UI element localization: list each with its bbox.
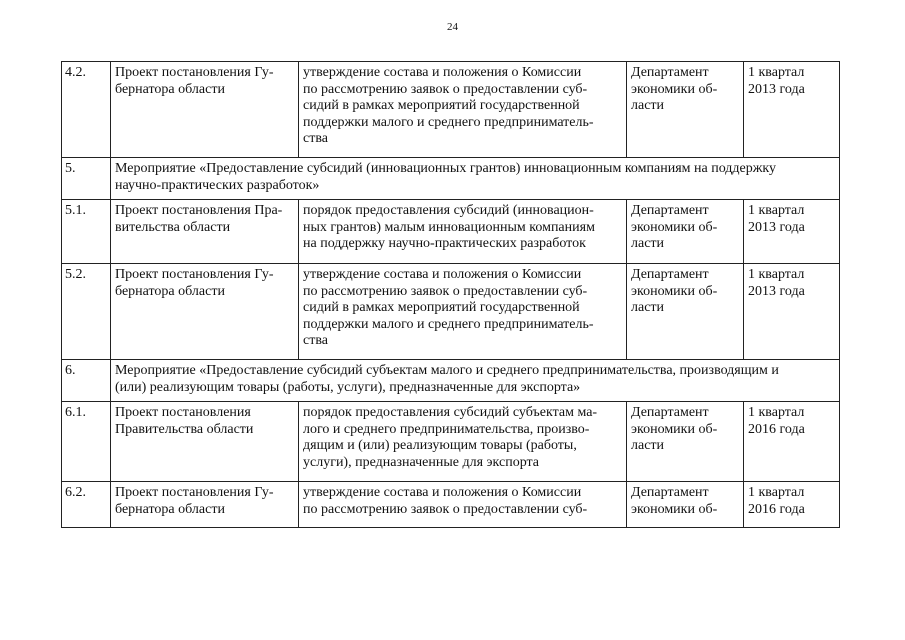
deadline-cell: 1 квартал 2013 года (744, 62, 840, 158)
content-cell: порядок предоставления субсидий субъектам ма- лого и среднего предпринимательства, произво- дящим и (или) реализующим товары (работы, услуги), предназначенные для экспорта (299, 402, 627, 482)
measures-table (61, 61, 840, 528)
section-row (62, 158, 840, 200)
executor-cell: Департамент экономики об- ласти (627, 264, 744, 360)
deadline-cell: 1 квартал 2013 года (744, 200, 840, 264)
section-row (62, 360, 840, 402)
deadline-cell: 1 квартал 2013 года (744, 264, 840, 360)
section-title: Мероприятие «Предоставление субсидий (инновационных грантов) инновационным компаниям на поддержку научно-практических разработок» (111, 158, 840, 200)
content-cell: утверждение состава и положения о Комиссии по рассмотрению заявок о предоставлении суб- сидий в рамках мероприятий государственной поддержки малого и среднего предприниматель- ства (299, 62, 627, 158)
executor-cell: Департамент экономики об- ласти (627, 62, 744, 158)
deadline-cell: 1 квартал 2016 года (744, 402, 840, 482)
executor-cell: Департамент экономики об- (627, 482, 744, 528)
page-number: 24 (447, 21, 458, 33)
row-number: 6.2. (62, 482, 111, 528)
section-title: Мероприятие «Предоставление субсидий субъектам малого и среднего предпринимательства, производящим и (или) реализующим товары (работы, услуги), предназначенные для экспорта» (111, 360, 840, 402)
row-number: 5.1. (62, 200, 111, 264)
document-type-cell: Проект постановления Пра- вительства области (111, 200, 299, 264)
row-number: 5.2. (62, 264, 111, 360)
deadline-cell: 1 квартал 2016 года (744, 482, 840, 528)
document-type-cell: Проект постановления Правительства области (111, 402, 299, 482)
document-type-cell: Проект постановления Гу- бернатора области (111, 62, 299, 158)
table-row (62, 264, 840, 360)
executor-cell: Департамент экономики об- ласти (627, 200, 744, 264)
table-row (62, 402, 840, 482)
table-row (62, 62, 840, 158)
section-number: 5. (62, 158, 111, 200)
row-number: 6.1. (62, 402, 111, 482)
document-type-cell: Проект постановления Гу- бернатора области (111, 482, 299, 528)
row-number: 4.2. (62, 62, 111, 158)
content-cell: утверждение состава и положения о Комиссии по рассмотрению заявок о предоставлении суб- (299, 482, 627, 528)
document-type-cell: Проект постановления Гу- бернатора области (111, 264, 299, 360)
section-number: 6. (62, 360, 111, 402)
content-cell: утверждение состава и положения о Комиссии по рассмотрению заявок о предоставлении суб- сидий в рамках мероприятий государственной поддержки малого и среднего предприниматель- ства (299, 264, 627, 360)
content-cell: порядок предоставления субсидий (инновацион- ных грантов) малым инновационным компаниям на поддержку научно-практических разработок (299, 200, 627, 264)
table-row (62, 482, 840, 528)
executor-cell: Департамент экономики об- ласти (627, 402, 744, 482)
table-row (62, 200, 840, 264)
